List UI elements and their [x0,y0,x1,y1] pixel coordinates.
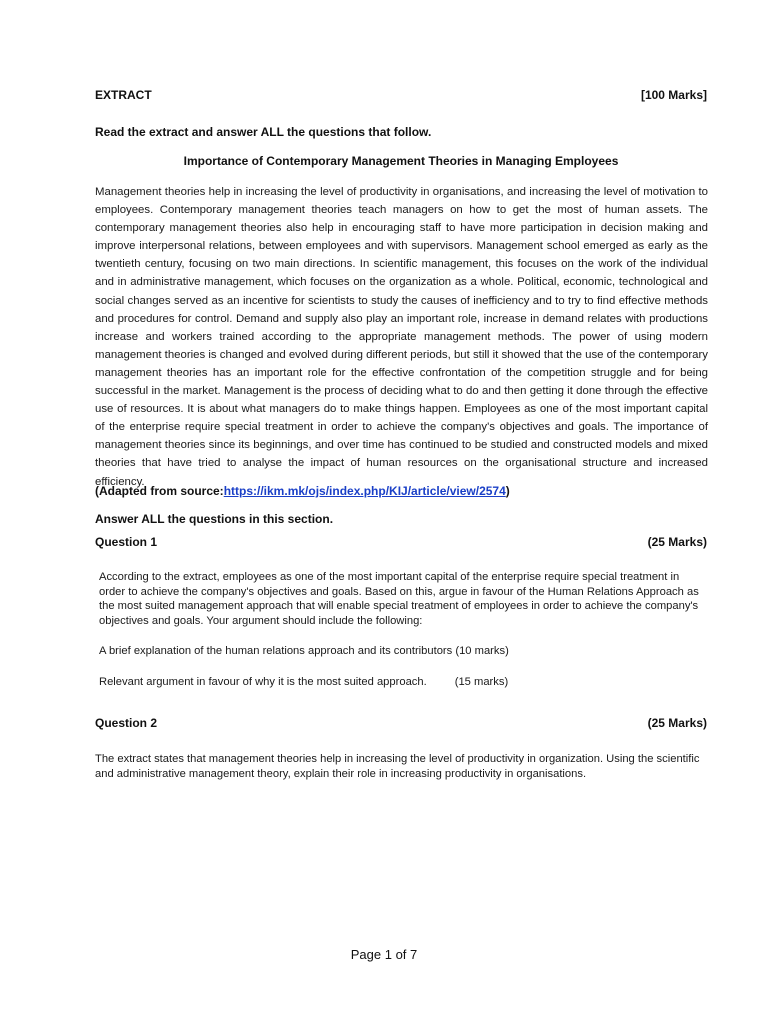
extract-body: Management theories help in increasing the level of productivity in organisations, and increasing the level of motivation to employees. Contemporary management theories teach managers on how to get the most of human assets. The contemporary management theories also help in encouraging staff to have more participation in decision making and improve interpersonal relations, between employees and with supervisors. Management school emerged as early as the twentieth century, focusing on two main directions. In scientific management, this focuses on the work of the individual and in administrative management, which focuses on the organization as a whole. Political, economic, technological and social changes served as an incentive for scientists to study the causes of inefficiency and to try to find effective methods and procedures for control. Demand and supply also play an important role, increase in demand relates with productions increase and workers trained according to the appropriate management methods. The power of using modern management theories is changed and evolved during different periods, but still it showed that the use of the contemporary management theories has an important role for the effective confrontation of the competition struggle and for being successful in the market. Management is the process of deciding what to do and then getting it done through the effective use of resources. It is about what managers do to make things happen. Employees as one of the most important capital of the enterprise require special treatment in order to achieve the company's objectives and goals. The importance of management theories since its beginnings, and over time has continued to be studied and constructed models and mixed theories that have tried to analyse the impact of human resources on the organisational structure and increased efficiency. [95,186,708,488]
section-instruction: Answer ALL the questions in this section. [95,512,334,526]
source-prefix: (Adapted from source: [95,484,224,498]
question-1-item-2 [99,676,508,688]
extract-heading: EXTRACT [95,88,152,102]
page-number: Page 1 of 7 [350,947,418,962]
total-marks: [100 Marks] [640,88,707,102]
question-1-title: Question 1 [95,535,158,549]
extract-title: Importance of Contemporary Management Theories in Managing Employees [183,154,619,168]
question-2-header [95,716,707,730]
question-1-item-2-marks: (15 marks) [454,676,509,688]
question-1-item-1 [99,645,509,657]
source-citation [95,484,510,498]
question-2-text: The extract states that management theories help in increasing the level of productivity in organization. Using the scientific and administrative management theory, explain their role in increasing productivity in organisations. [95,753,700,780]
question-1-item-2-text: Relevant argument in favour of why it is the most suited approach. [99,676,427,688]
question-1-header [95,535,707,549]
question-1-text: According to the extract, employees as one of the most important capital of the enterprise require special treatment in order to achieve the company's objectives and goals. Based on this, argue in favour of the Human Relations Approach as the most suited management approach that will enable special treatment of employees in order to achieve the company's objectives and goals. Your argument should include the following: [99,571,699,627]
source-suffix: ) [505,484,510,498]
extract-header [95,88,707,102]
question-1-marks: (25 Marks) [647,535,707,549]
question-2-marks: (25 Marks) [647,716,707,730]
source-link[interactable]: https://ikm.mk/ojs/index.php/KIJ/article/view/2574 [223,484,506,498]
question-2-title: Question 2 [95,716,158,730]
instruction-text: Read the extract and answer ALL the questions that follow. [95,125,432,139]
question-1-item-1-text: A brief explanation of the human relations approach and its contributors (10 marks) [99,645,509,657]
